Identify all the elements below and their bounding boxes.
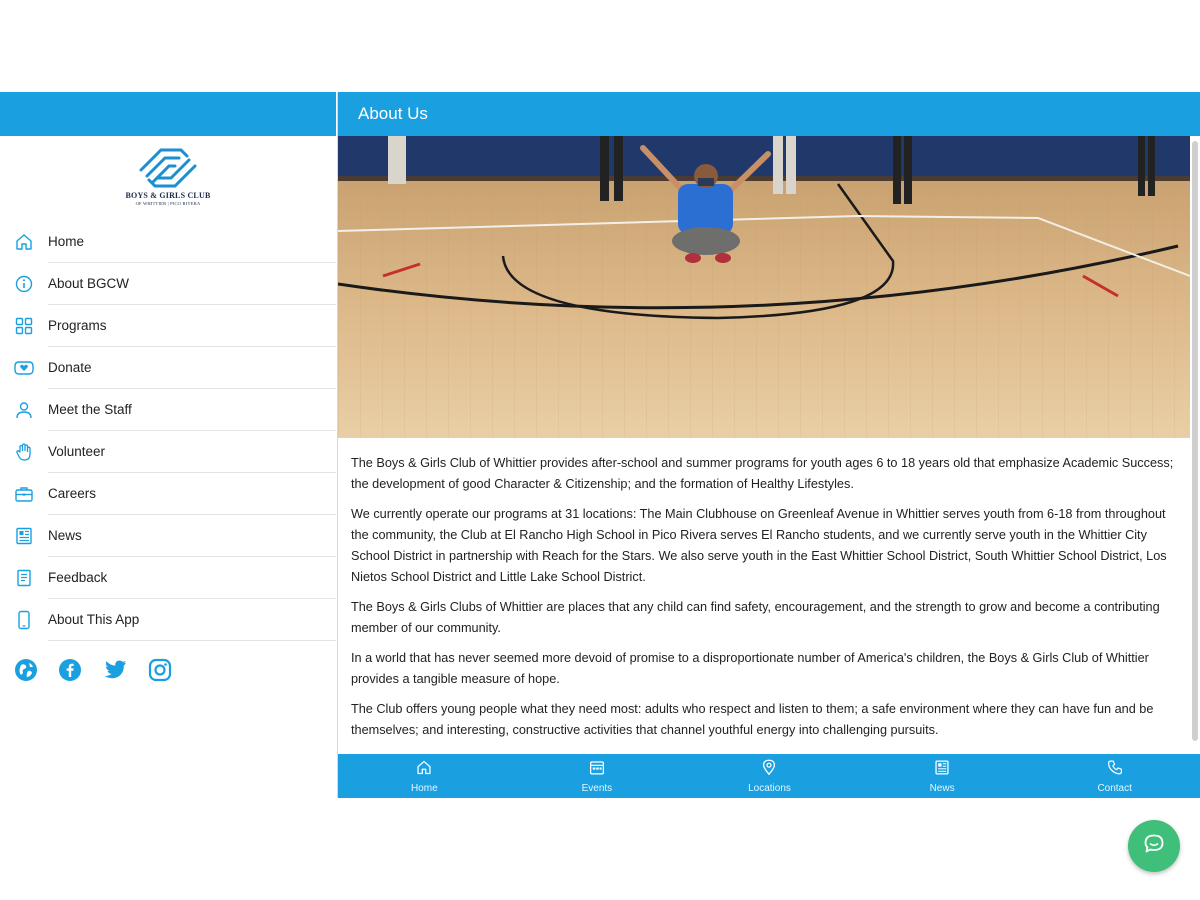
article-paragraph: We currently operate our programs at 31 locations: The Main Clubhouse on Greenleaf Avenue in Whittier serves youth from 6-18 from throughout the community, the Club at El Rancho High School in Pico Rivera serves El Rancho students, and we currently serve youth in the Whittier City School District in partnership with Reach for the Stars. We also serve youth in the East Whittier School District, South Whittier School District, Los Nietos School District and Little Lake School District. [351, 507, 1167, 584]
sidebar-item-label: Programs [48, 318, 107, 333]
logo-title: BOYS & GIRLS CLUB [125, 191, 211, 200]
donate-icon [0, 358, 48, 378]
sidebar-item-label: Donate [48, 360, 92, 375]
twitter-icon[interactable] [102, 659, 128, 681]
tab-label: News [929, 782, 955, 794]
sidebar-item-meet-the-staff[interactable] [0, 389, 336, 431]
tab-label: Contact [1097, 782, 1132, 794]
sidebar [0, 92, 336, 798]
sidebar-nav [0, 221, 336, 641]
chat-button[interactable] [1128, 820, 1180, 872]
calendar-icon [588, 759, 606, 781]
sidebar-item-about-this-app[interactable] [0, 599, 336, 641]
phone-icon [1106, 759, 1124, 781]
tab-contact[interactable] [1028, 754, 1200, 798]
sidebar-item-label: Feedback [48, 570, 108, 585]
tab-news[interactable] [856, 754, 1029, 798]
instagram-icon[interactable] [148, 658, 172, 682]
article-paragraph: The Club offers young people what they need most: adults who respect and listen to them; a safe environment where they can have fun and be themselves; and interesting, constructive activities that channel youthful energy into challenging pursuits. [351, 702, 1154, 737]
article-paragraph: In a world that has never seemed more devoid of promise to a disproportionate number of America's children, the Boys & Girls Club of Whittier provides a tangible measure of hope. [351, 651, 1149, 686]
app-window [0, 92, 1200, 798]
sidebar-item-careers[interactable] [0, 473, 336, 515]
main-panel [337, 92, 1200, 798]
sidebar-item-label: Meet the Staff [48, 402, 132, 417]
sidebar-item-programs[interactable] [0, 305, 336, 347]
sidebar-item-label: Careers [48, 486, 97, 501]
tab-home[interactable] [338, 754, 511, 798]
club-logo-hands-icon [135, 146, 201, 190]
globe-icon[interactable] [14, 658, 38, 682]
tab-label: Locations [748, 783, 791, 794]
sidebar-item-label: Volunteer [48, 444, 106, 459]
article-paragraph: The Boys & Girls Clubs of Whittier are places that any child can find safety, encouragement, and the strength to grow and become a contributing member of our community. [351, 600, 1160, 635]
feedback-icon [0, 568, 48, 588]
scrollbar[interactable] [1192, 141, 1198, 741]
location-pin-icon [760, 758, 778, 781]
page-title: About Us [358, 104, 428, 123]
phone-icon [0, 610, 48, 630]
social-links [0, 641, 336, 699]
newspaper-icon [933, 759, 951, 781]
info-icon [0, 274, 48, 294]
sidebar-item-volunteer[interactable] [0, 431, 336, 473]
newspaper-icon [0, 526, 48, 546]
sidebar-item-home[interactable] [0, 221, 336, 263]
sidebar-item-about-bgcw[interactable] [0, 263, 336, 305]
tab-label: Events [581, 782, 613, 794]
club-logo [0, 136, 336, 221]
sidebar-item-label: About This App [48, 612, 140, 627]
grid-icon [0, 316, 48, 336]
chat-icon [1142, 832, 1166, 861]
tab-events[interactable] [511, 754, 684, 798]
sidebar-item-feedback[interactable] [0, 557, 336, 599]
top-bar [338, 92, 1200, 136]
person-icon [0, 400, 48, 420]
hero-image [338, 136, 1190, 438]
home-icon [0, 232, 48, 252]
sidebar-header [0, 92, 336, 136]
sidebar-item-donate[interactable] [0, 347, 336, 389]
briefcase-icon [0, 484, 48, 504]
logo-subtitle: OF WHITTIER | PICO RIVERA [135, 201, 201, 206]
hand-icon [0, 442, 48, 462]
home-icon [415, 759, 433, 781]
about-article [351, 453, 1181, 750]
tab-locations[interactable] [683, 754, 856, 798]
sidebar-item-news[interactable] [0, 515, 336, 557]
content-scroll-area[interactable] [338, 136, 1200, 754]
sidebar-item-label: News [48, 528, 82, 543]
tab-label: Home [410, 782, 438, 794]
sidebar-item-label: About BGCW [48, 276, 130, 291]
facebook-icon[interactable] [58, 658, 82, 682]
sidebar-item-label: Home [48, 234, 85, 249]
bottom-tab-bar [338, 754, 1200, 798]
article-paragraph: The Boys & Girls Club of Whittier provides after-school and summer programs for youth ages 6 to 18 years old that emphasize Academic Success; the development of good Character & Citizenship; and the formation of Healthy Lifestyles. [351, 456, 1174, 491]
